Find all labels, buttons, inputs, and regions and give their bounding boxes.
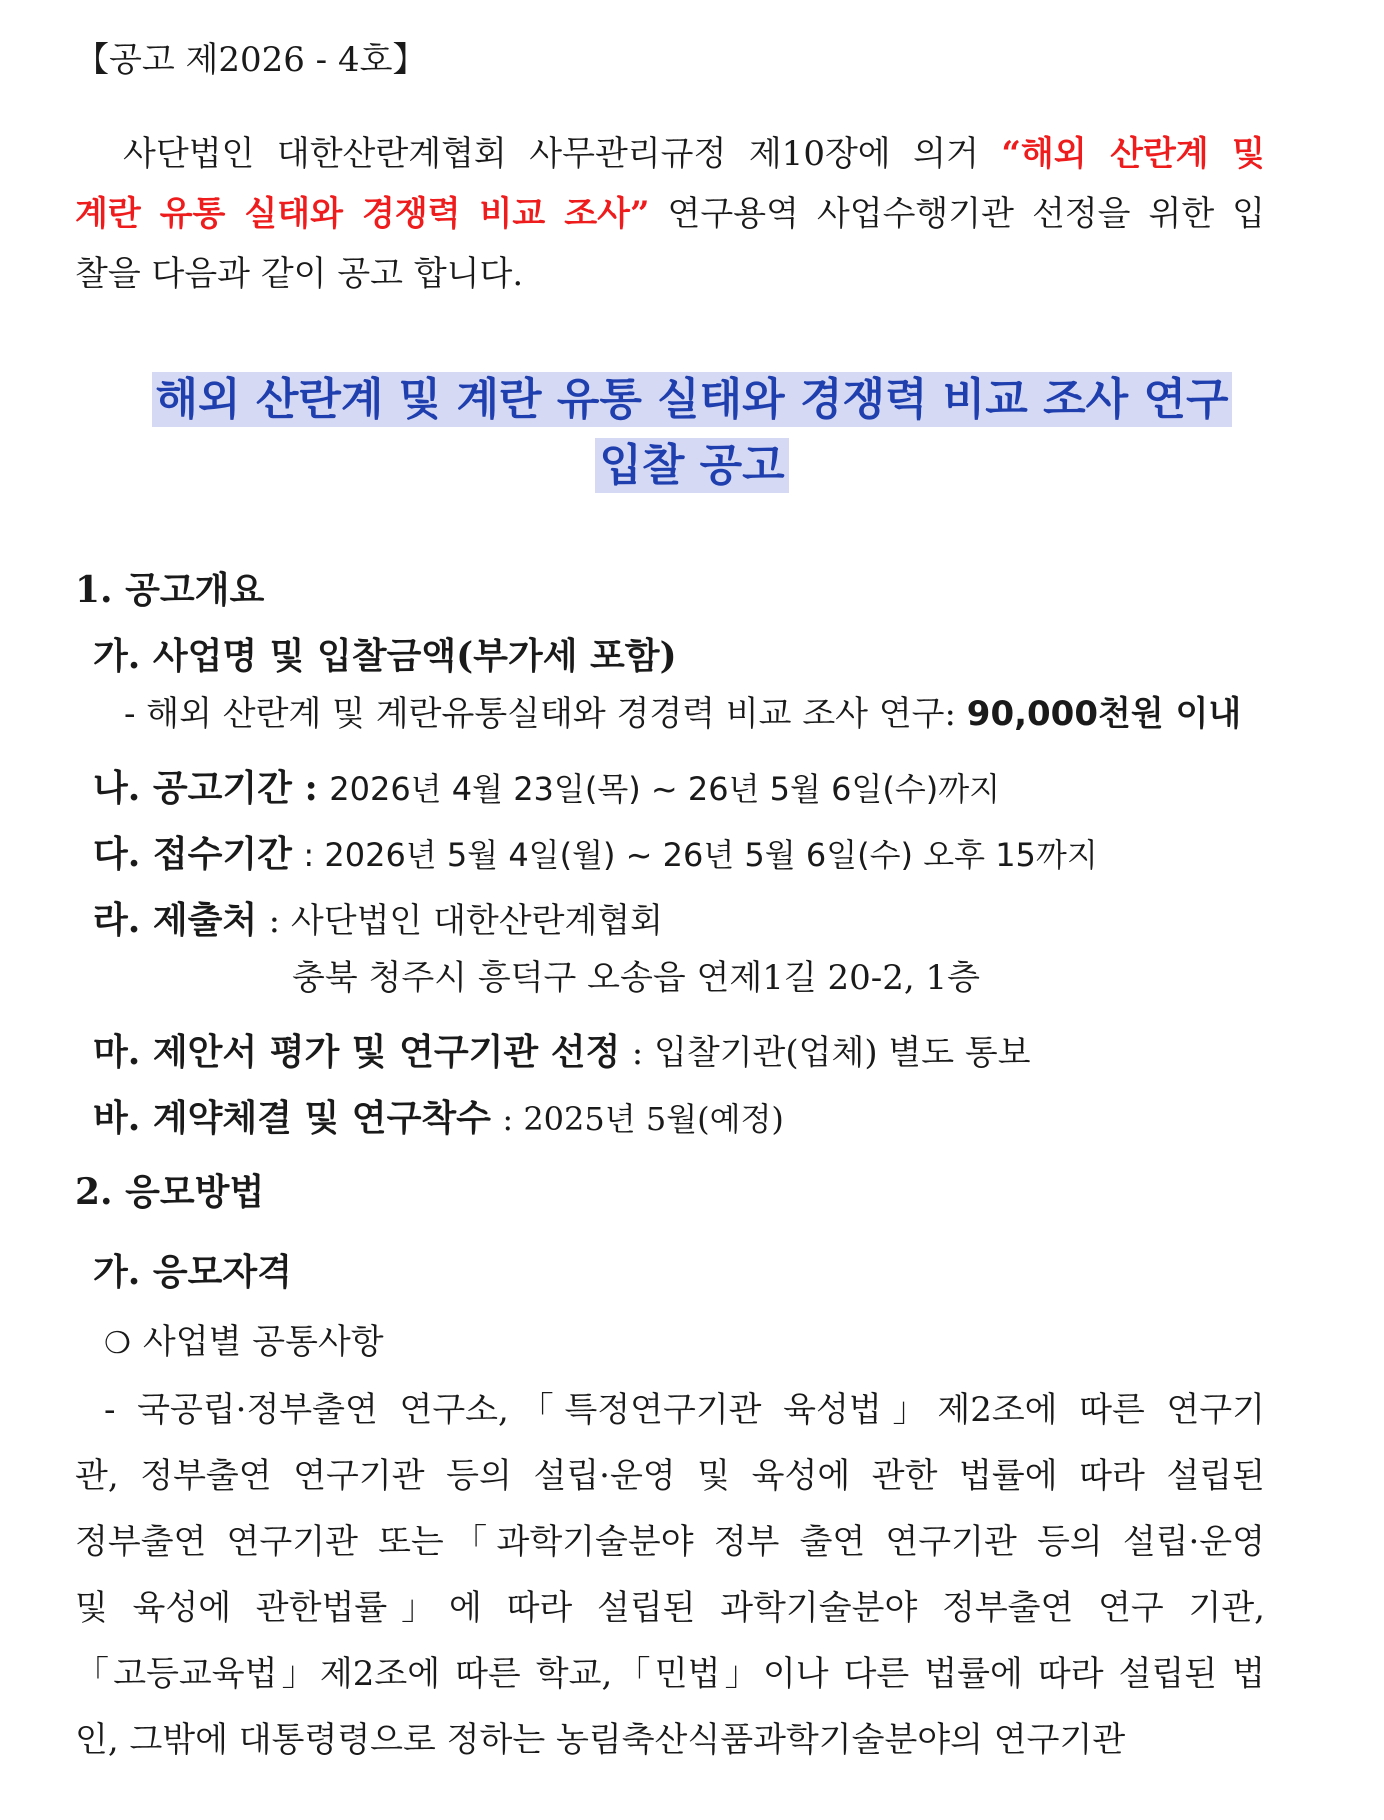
section-1-item-ra <box>93 892 663 943</box>
section-1-ga-amount: 90,000천원 이내 <box>966 694 1242 734</box>
section-2-para-line-1: - 국공립·정부출연 연구소,「특정연구기관 육성법」제2조에 따른 연구기 <box>104 1390 1265 1430</box>
section-2-para-line-5: 「고등교육법」제2조에 따른 학교,「민법」이나 다른 법률에 따라 설립된 법 <box>75 1654 1265 1694</box>
section-1-ga-label: 가. 사업명 및 입찰금액(부가세 포함) <box>93 635 677 677</box>
page-title-text-1: 해외 산란계 및 계란 유통 실태와 경쟁력 비교 조사 연구 <box>152 372 1233 427</box>
circle-bullet-icon: ❍ <box>104 1326 131 1361</box>
section-1-na-label: 나. 공고기간 : <box>93 767 318 809</box>
section-1-item-da <box>93 826 1098 877</box>
intro-highlight-1: “해외 산란계 및 <box>1001 134 1266 174</box>
section-1-na-value: 2026년 4월 23일(목) ~ 26년 5월 6일(수)까지 <box>329 770 1001 808</box>
section-2-heading: 2. 응모방법 <box>75 1171 265 1213</box>
section-1-ba-value: : 2025년 5월(예정) <box>502 1100 784 1138</box>
section-1-da-label: 다. 접수기간 <box>93 833 292 875</box>
section-1-heading: 1. 공고개요 <box>75 569 265 611</box>
section-2-item-ga <box>93 1244 292 1295</box>
section-2-bullet <box>104 1322 384 1363</box>
section-1-ma-value: : 입찰기관(업체) 별도 통보 <box>631 1033 1031 1073</box>
notice-number: 【공고 제2026 - 4호】 <box>75 40 427 80</box>
page-title-line-1 <box>0 374 1384 427</box>
intro-line-1 <box>75 134 1265 175</box>
section-1-ra-value: : 사단법인 대한산란계협회 <box>268 901 663 941</box>
section-1-item-na <box>93 760 1000 811</box>
section-1-item-ma <box>93 1024 1031 1075</box>
section-2-para-line-6: 인, 그밖에 대통령령으로 정하는 농림축산식품과학기술분야의 연구기관 <box>75 1720 1126 1760</box>
section-1-ra-label: 라. 제출처 <box>93 899 258 941</box>
section-1-ma-label: 마. 제안서 평가 및 연구기관 선정 <box>93 1031 621 1073</box>
section-1-ga-item <box>124 694 1241 735</box>
section-2-para-line-3: 정부출연 연구기관 또는「과학기술분야 정부 출연 연구기관 등의 설립·운영 <box>75 1522 1265 1562</box>
section-2-para-line-2: 관, 정부출연 연구기관 등의 설립·운영 및 육성에 관한 법률에 따라 설립된 <box>75 1456 1265 1496</box>
section-2-para-line-4: 및 육성에 관한법률」에 따라 설립된 과학기술분야 정부출연 연구 기관, <box>75 1588 1265 1628</box>
section-1-item-ga <box>93 628 677 679</box>
intro-line-2 <box>75 194 1265 235</box>
page-title-text-2: 입찰 공고 <box>595 438 788 493</box>
intro-text-1: 사단법인 대한산란계협회 사무관리규정 제10장에 의거 <box>123 134 979 174</box>
section-2-ga-label: 가. 응모자격 <box>93 1251 292 1293</box>
section-2-bullet-label: 사업별 공통사항 <box>142 1322 384 1362</box>
intro-highlight-2: 계란 유통 실태와 경쟁력 비교 조사” <box>75 194 650 234</box>
section-1-da-value: : 2026년 5월 4일(월) ~ 26년 5월 6일(수) 오후 15까지 <box>303 836 1098 874</box>
intro-line-3: 찰을 다음과 같이 공고 합니다. <box>75 254 524 294</box>
section-1-ga-item-text: - 해외 산란계 및 계란유통실태와 경경력 비교 조사 연구: <box>124 694 956 734</box>
section-1-ba-label: 바. 계약체결 및 연구착수 <box>93 1097 491 1139</box>
section-1-item-ba <box>93 1090 784 1141</box>
page-title-line-2 <box>0 440 1384 493</box>
section-1-ra-address: 충북 청주시 흥덕구 오송읍 연제1길 20-2, 1층 <box>292 958 980 998</box>
intro-text-2: 연구용역 사업수행기관 선정을 위한 입 <box>667 194 1266 234</box>
